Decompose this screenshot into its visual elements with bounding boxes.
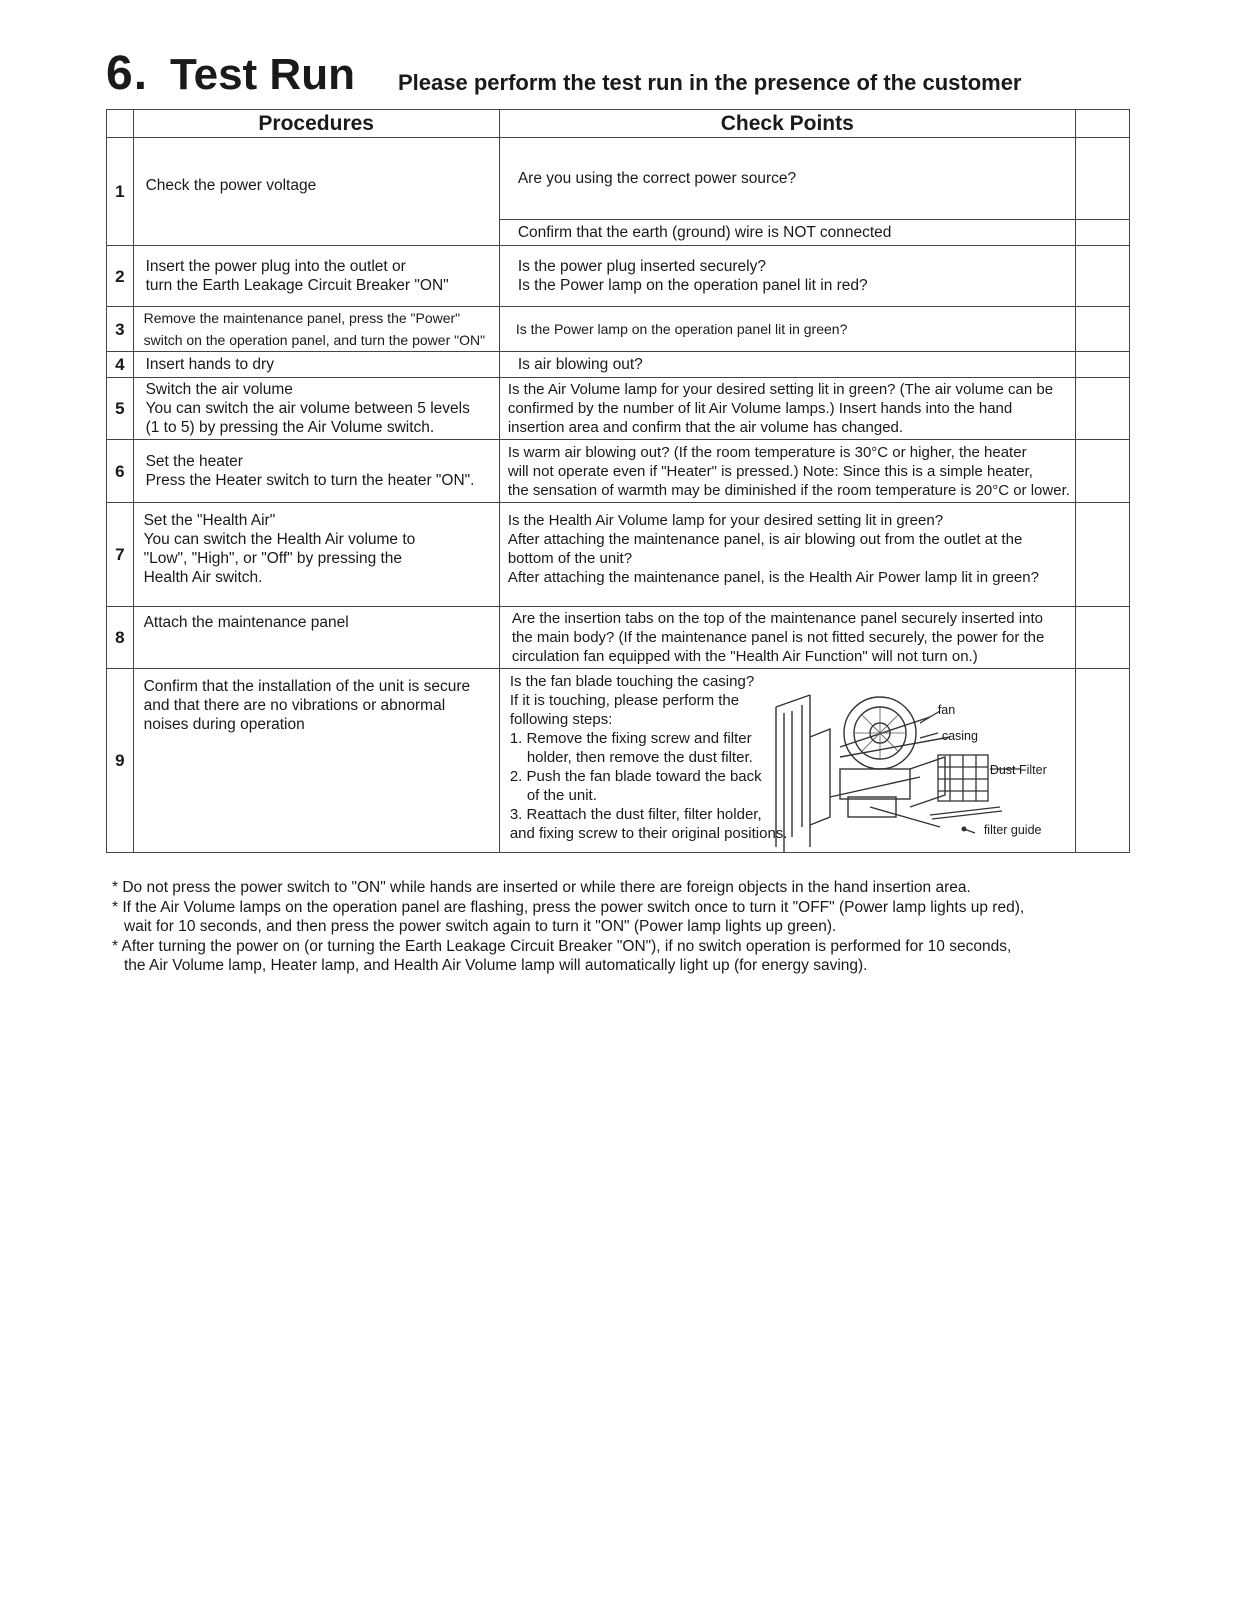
footnote: * Do not press the power switch to "ON" while hands are inserted or while there are foreign objects in the hand insertion area.	[112, 879, 971, 896]
procedure-text: Switch the air volume	[145, 381, 293, 398]
check-text: Is the Power lamp on the operation panel lit in red?	[517, 277, 868, 294]
table-row	[107, 307, 1130, 352]
check-box-cell	[1075, 669, 1129, 853]
check-text: the main body? (If the maintenance panel is not fitted securely, the power for the	[511, 629, 1045, 646]
casing-label: casing	[941, 729, 978, 743]
table-row	[107, 378, 1130, 440]
check-text: will not operate even if "Heater" is pressed.) Note: Since this is a simple heater,	[507, 462, 1033, 480]
procedure-text: switch on the operation panel, and turn the power "ON"	[143, 332, 486, 348]
check-text: confirmed by the number of lit Air Volume lamps.) Insert hands into the hand	[507, 400, 1013, 417]
procedure-text: You can switch the air volume between 5 levels	[145, 400, 470, 417]
procedure-text: Set the "Health Air"	[143, 512, 276, 529]
footnotes	[112, 878, 1122, 976]
check-text: If it is touching, please perform the	[509, 692, 740, 709]
dust-filter-label: Dust Filter	[989, 763, 1047, 777]
check-text: Are you using the correct power source?	[517, 170, 797, 187]
page-title: Test Run	[170, 50, 355, 99]
procedure-text: Attach the maintenance panel	[143, 614, 349, 631]
table-row	[107, 246, 1130, 307]
check-box-cell	[1075, 503, 1129, 607]
check-text: After attaching the maintenance panel, is air blowing out from the outlet at the	[507, 531, 1023, 548]
row-number: 3	[107, 307, 134, 352]
check-box-cell	[1075, 138, 1129, 220]
row-number: 9	[107, 669, 134, 853]
check-box-cell	[1075, 307, 1129, 352]
procedures-header: Procedures	[133, 110, 499, 138]
check-text: 3. Reattach the dust filter, filter holder,	[509, 806, 762, 823]
filter-guide-label: filter guide	[983, 823, 1042, 837]
footnote: * After turning the power on (or turning the Earth Leakage Circuit Breaker "ON"), if no switch operation is performed for 10 seconds,	[112, 937, 1012, 955]
check-box-cell	[1075, 378, 1129, 440]
check-cell	[499, 307, 1075, 352]
check-box-cell	[1075, 246, 1129, 307]
check-cell	[499, 503, 1075, 607]
procedure-cell	[133, 669, 499, 853]
procedure-text: Insert the power plug into the outlet or	[145, 258, 406, 275]
procedure-cell	[133, 352, 499, 378]
check-cell	[499, 246, 1075, 307]
check-cell	[499, 138, 1075, 220]
check-text: of the unit.	[526, 787, 597, 804]
check-text: Are the insertion tabs on the top of the maintenance panel securely inserted into	[511, 610, 1043, 627]
check-box-header	[1075, 110, 1129, 138]
check-box-cell	[1075, 352, 1129, 378]
section-number: 6.	[106, 47, 149, 100]
row-number: 7	[107, 503, 134, 607]
check-text: Confirm that the earth (ground) wire is NOT connected	[517, 224, 892, 241]
footnote: * If the Air Volume lamps on the operation panel are flashing, press the power switch once to turn it "OFF" (Power lamp lights up red),	[112, 898, 1025, 916]
fixing-screw-icon	[961, 827, 966, 832]
procedure-cell	[133, 440, 499, 503]
procedure-text: Set the heater	[145, 453, 243, 470]
procedure-cell	[133, 246, 499, 307]
check-text: Is air blowing out?	[517, 356, 643, 373]
procedure-text: Health Air switch.	[143, 569, 263, 586]
row-number: 1	[107, 138, 134, 246]
check-cell	[499, 607, 1075, 669]
footnote: the Air Volume lamp, Heater lamp, and Health Air Volume lamp will automatically light up (for energy saving).	[124, 957, 868, 974]
fan-label: fan	[937, 703, 956, 717]
table-header-row	[107, 110, 1130, 138]
table-row	[107, 669, 1130, 853]
table-row	[107, 503, 1130, 607]
check-cell	[499, 440, 1075, 503]
check-cell	[499, 669, 1075, 853]
procedure-cell	[133, 138, 499, 246]
fan-diagram	[770, 677, 1070, 852]
check-box-cell	[1075, 607, 1129, 669]
check-box-cell	[1075, 440, 1129, 503]
procedure-text: Press the Heater switch to turn the heater "ON".	[145, 472, 475, 489]
check-text: holder, then remove the dust filter.	[526, 749, 753, 766]
footnote: wait for 10 seconds, and then press the power switch again to turn it "ON" (Power lamp lights up green).	[124, 918, 837, 935]
check-text: bottom of the unit?	[507, 550, 633, 567]
procedure-text: Insert hands to dry	[145, 356, 274, 373]
check-text: Is warm air blowing out? (If the room temperature is 30°C or higher, the heater	[507, 443, 1027, 461]
check-text: 1. Remove the fixing screw and filter	[509, 730, 752, 747]
check-box-cell	[1075, 220, 1129, 246]
check-text: After attaching the maintenance panel, is the Health Air Power lamp lit in green?	[507, 569, 1039, 586]
check-points-header: Check Points	[499, 110, 1075, 138]
table-row	[107, 352, 1130, 378]
check-text: the sensation of warmth may be diminished if the room temperature is 20°C or lower.	[507, 481, 1070, 499]
check-text: insertion area and confirm that the air volume has changed.	[507, 419, 904, 436]
procedure-cell	[133, 607, 499, 669]
row-number: 5	[107, 378, 134, 440]
check-text: Is the Health Air Volume lamp for your desired setting lit in green?	[507, 512, 944, 529]
check-text: Is the fan blade touching the casing?	[509, 673, 755, 690]
row-number: 6	[107, 440, 134, 503]
procedure-text: You can switch the Health Air volume to	[143, 531, 416, 548]
row-number: 8	[107, 607, 134, 669]
table-row	[107, 607, 1130, 669]
check-text: circulation fan equipped with the "Health Air Function" will not turn on.)	[511, 648, 978, 665]
procedure-text: (1 to 5) by pressing the Air Volume switch.	[145, 419, 435, 436]
check-text: 2. Push the fan blade toward the back	[509, 768, 762, 785]
procedure-text: and that there are no vibrations or abnormal	[143, 697, 446, 714]
procedure-text: noises during operation	[143, 716, 305, 733]
row-number: 4	[107, 352, 134, 378]
check-cell	[499, 220, 1075, 246]
procedure-text: turn the Earth Leakage Circuit Breaker "ON"	[145, 277, 449, 294]
procedure-cell	[133, 378, 499, 440]
test-run-table	[106, 109, 1130, 853]
row-number: 2	[107, 246, 134, 307]
check-text: and fixing screw to their original positions.	[509, 825, 788, 842]
page-subtitle: Please perform the test run in the presence of the customer	[398, 70, 1022, 95]
procedure-text: Confirm that the installation of the unit is secure	[143, 678, 471, 695]
check-text: Is the power plug inserted securely?	[517, 258, 766, 275]
check-text: following steps:	[509, 711, 613, 728]
check-text: Is the Air Volume lamp for your desired setting lit in green? (The air volume can be	[507, 381, 1054, 398]
procedure-cell	[133, 307, 499, 352]
num-header	[107, 110, 134, 138]
table-row	[107, 138, 1130, 220]
table-row	[107, 440, 1130, 503]
check-cell	[499, 378, 1075, 440]
procedure-text: "Low", "High", or "Off" by pressing the	[143, 550, 403, 567]
check-cell	[499, 352, 1075, 378]
procedure-cell	[133, 503, 499, 607]
check-text: Is the Power lamp on the operation panel lit in green?	[515, 320, 848, 337]
procedure-text: Check the power voltage	[145, 177, 317, 194]
procedure-text: Remove the maintenance panel, press the "Power"	[143, 310, 461, 326]
